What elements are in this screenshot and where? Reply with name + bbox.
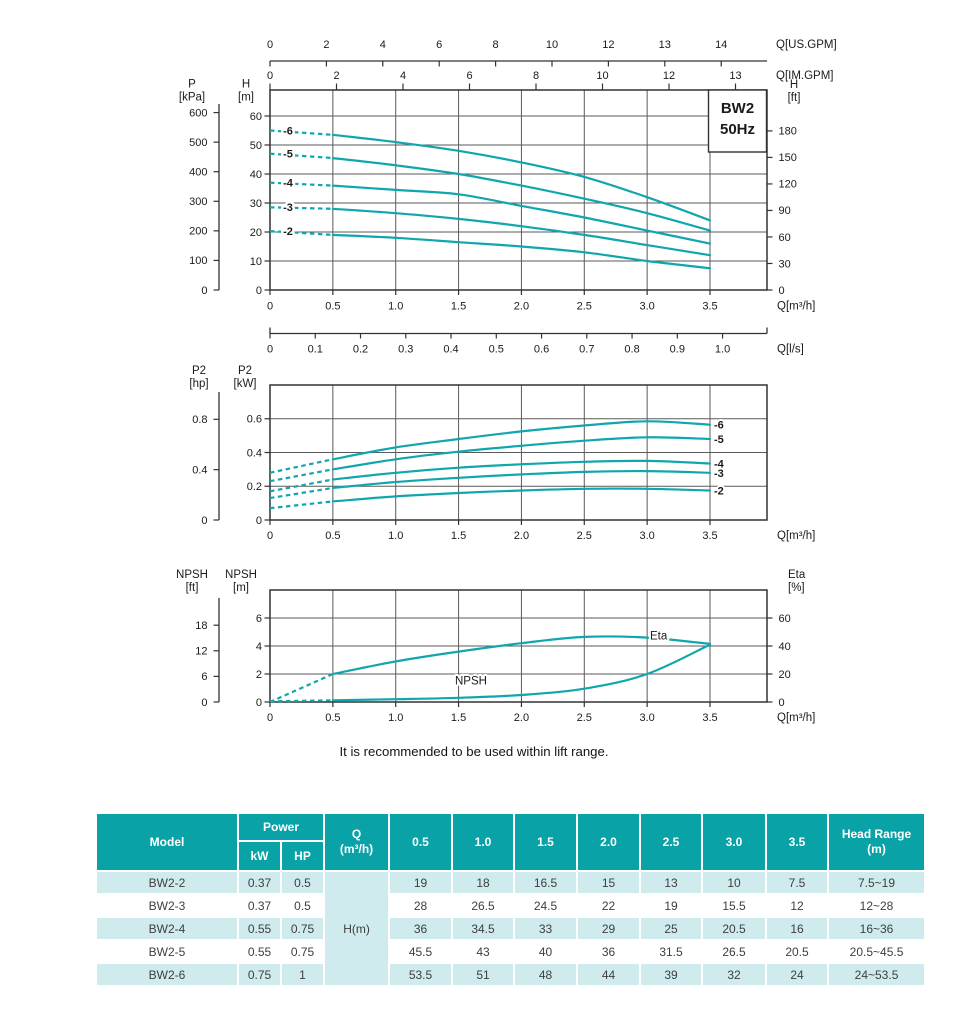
svg-text:0.1: 0.1 bbox=[307, 343, 323, 356]
cell-kw: 0.55 bbox=[238, 940, 281, 963]
performance-table-wrap bbox=[95, 812, 926, 987]
svg-text:6: 6 bbox=[201, 671, 208, 684]
svg-text:-6: -6 bbox=[283, 125, 293, 138]
svg-text:-2: -2 bbox=[714, 485, 724, 498]
svg-text:30: 30 bbox=[249, 197, 262, 210]
svg-text:2: 2 bbox=[333, 70, 340, 82]
svg-text:0: 0 bbox=[266, 712, 274, 724]
svg-text:4: 4 bbox=[255, 640, 262, 653]
chart-head-flow bbox=[179, 39, 837, 356]
cell-hp: 0.75 bbox=[281, 917, 324, 940]
cell-head-value: 31.5 bbox=[640, 940, 702, 963]
svg-text:3.0: 3.0 bbox=[639, 712, 655, 724]
cell-head-value: 51 bbox=[452, 963, 514, 986]
svg-text:H: H bbox=[241, 78, 251, 91]
figure-caption: It is recommended to be used within lift range. bbox=[339, 744, 609, 759]
svg-text:6: 6 bbox=[436, 39, 443, 51]
svg-text:0: 0 bbox=[255, 284, 262, 297]
svg-text:20: 20 bbox=[778, 668, 791, 681]
svg-text:2: 2 bbox=[255, 668, 262, 681]
cell-head-value: 16 bbox=[766, 917, 828, 940]
svg-text:150: 150 bbox=[778, 152, 797, 165]
cell-head-value: 36 bbox=[389, 917, 452, 940]
svg-text:20: 20 bbox=[249, 226, 262, 239]
cell-head-range: 20.5~45.5 bbox=[828, 940, 925, 963]
svg-text:[%]: [%] bbox=[788, 582, 805, 594]
svg-text:0: 0 bbox=[255, 696, 262, 709]
svg-text:Eta: Eta bbox=[788, 569, 806, 581]
cell-head-value: 13 bbox=[640, 871, 702, 894]
table-row bbox=[96, 963, 925, 986]
svg-text:0: 0 bbox=[778, 284, 785, 297]
cell-head-value: 7.5 bbox=[766, 871, 828, 894]
svg-text:1.0: 1.0 bbox=[388, 712, 404, 724]
svg-text:0: 0 bbox=[201, 696, 208, 709]
svg-text:NPSH: NPSH bbox=[225, 569, 257, 581]
svg-text:0: 0 bbox=[266, 343, 274, 356]
table-row bbox=[96, 894, 925, 917]
svg-text:6: 6 bbox=[466, 70, 473, 82]
cell-head-value: 16.5 bbox=[514, 871, 577, 894]
svg-text:0.9: 0.9 bbox=[669, 343, 685, 356]
header-flow-value: 2.0 bbox=[577, 813, 640, 871]
header-model: Model bbox=[96, 813, 238, 871]
svg-text:3.0: 3.0 bbox=[639, 530, 655, 542]
svg-text:0: 0 bbox=[266, 530, 274, 542]
svg-text:2.5: 2.5 bbox=[576, 712, 592, 724]
svg-text:0: 0 bbox=[266, 300, 274, 313]
header-kw: kW bbox=[238, 841, 281, 871]
svg-text:50Hz: 50Hz bbox=[719, 121, 756, 138]
svg-text:P: P bbox=[188, 78, 196, 91]
header-flow-value: 0.5 bbox=[389, 813, 452, 871]
cell-head-value: 19 bbox=[389, 871, 452, 894]
svg-text:8: 8 bbox=[492, 39, 499, 51]
cell-head-value: 43 bbox=[452, 940, 514, 963]
svg-text:-3: -3 bbox=[714, 467, 724, 480]
svg-text:-2: -2 bbox=[283, 225, 293, 238]
svg-text:NPSH: NPSH bbox=[176, 569, 208, 581]
svg-text:200: 200 bbox=[189, 225, 208, 238]
svg-text:2.5: 2.5 bbox=[576, 300, 592, 313]
svg-text:-4: -4 bbox=[283, 177, 293, 190]
svg-text:100: 100 bbox=[189, 255, 208, 268]
svg-text:12: 12 bbox=[662, 70, 676, 82]
svg-text:[hp]: [hp] bbox=[189, 378, 209, 390]
svg-text:Q[m³/h]: Q[m³/h] bbox=[777, 300, 816, 313]
header-head-range: Head Range (m) bbox=[828, 813, 925, 871]
header-flow-q: Q (m³/h) bbox=[324, 813, 389, 871]
cell-model: BW2-3 bbox=[96, 894, 238, 917]
svg-text:1.0: 1.0 bbox=[714, 343, 731, 356]
svg-text:2.0: 2.0 bbox=[513, 300, 530, 313]
cell-head-value: 45.5 bbox=[389, 940, 452, 963]
cell-head-range: 12~28 bbox=[828, 894, 925, 917]
svg-text:-5: -5 bbox=[283, 148, 293, 161]
svg-text:180: 180 bbox=[778, 125, 797, 138]
svg-text:0.5: 0.5 bbox=[488, 343, 504, 356]
cell-head-value: 26.5 bbox=[452, 894, 514, 917]
svg-text:-4: -4 bbox=[714, 458, 724, 471]
svg-text:300: 300 bbox=[189, 196, 208, 209]
svg-text:0.6: 0.6 bbox=[246, 413, 262, 426]
svg-text:Q[IM.GPM]: Q[IM.GPM] bbox=[776, 70, 834, 82]
cell-head-value: 20.5 bbox=[766, 940, 828, 963]
cell-head-value: 18 bbox=[452, 871, 514, 894]
header-flow-value: 3.0 bbox=[702, 813, 766, 871]
cell-head-value: 20.5 bbox=[702, 917, 766, 940]
cell-head-value: 22 bbox=[577, 894, 640, 917]
cell-head-value: 28 bbox=[389, 894, 452, 917]
svg-text:13: 13 bbox=[729, 70, 742, 82]
cell-head-range: 24~53.5 bbox=[828, 963, 925, 986]
cell-kw: 0.37 bbox=[238, 871, 281, 894]
svg-text:[ft]: [ft] bbox=[787, 92, 801, 104]
svg-text:[kPa]: [kPa] bbox=[178, 91, 206, 104]
svg-text:2: 2 bbox=[323, 39, 330, 51]
svg-text:30: 30 bbox=[778, 258, 791, 271]
cell-head-value: 44 bbox=[577, 963, 640, 986]
svg-text:Eta: Eta bbox=[650, 630, 668, 643]
svg-text:90: 90 bbox=[778, 205, 791, 218]
cell-model: BW2-4 bbox=[96, 917, 238, 940]
cell-head-value: 10 bbox=[702, 871, 766, 894]
svg-text:0.2: 0.2 bbox=[352, 343, 369, 356]
cell-head-value: 25 bbox=[640, 917, 702, 940]
cell-head-value: 53.5 bbox=[389, 963, 452, 986]
svg-text:10: 10 bbox=[545, 39, 559, 51]
table-row bbox=[96, 871, 925, 894]
cell-hp: 0.5 bbox=[281, 894, 324, 917]
svg-text:0: 0 bbox=[201, 514, 208, 527]
svg-text:0.8: 0.8 bbox=[192, 414, 208, 427]
svg-text:1.0: 1.0 bbox=[388, 300, 404, 313]
cell-model: BW2-6 bbox=[96, 963, 238, 986]
svg-text:Q[m³/h]: Q[m³/h] bbox=[777, 712, 816, 724]
cell-hp: 0.75 bbox=[281, 940, 324, 963]
svg-text:[kW]: [kW] bbox=[233, 378, 257, 390]
svg-text:0: 0 bbox=[201, 284, 208, 297]
svg-text:[m]: [m] bbox=[238, 91, 254, 104]
svg-text:0.6: 0.6 bbox=[533, 343, 550, 356]
chart-npsh-eta bbox=[176, 569, 815, 724]
cell-head-value: 32 bbox=[702, 963, 766, 986]
header-flow-value: 3.5 bbox=[766, 813, 828, 871]
svg-text:0.8: 0.8 bbox=[624, 343, 640, 356]
cell-head-value: 33 bbox=[514, 917, 577, 940]
svg-text:Q[l/s]: Q[l/s] bbox=[777, 343, 804, 356]
svg-text:12: 12 bbox=[602, 39, 615, 51]
cell-kw: 0.75 bbox=[238, 963, 281, 986]
svg-text:0.4: 0.4 bbox=[192, 464, 208, 477]
svg-text:400: 400 bbox=[189, 166, 208, 179]
cell-head-value: 40 bbox=[514, 940, 577, 963]
svg-text:4: 4 bbox=[379, 39, 386, 51]
svg-text:NPSH: NPSH bbox=[455, 675, 487, 688]
cell-h-m: H(m) bbox=[324, 871, 389, 986]
cell-head-value: 24 bbox=[766, 963, 828, 986]
svg-text:18: 18 bbox=[195, 619, 208, 632]
cell-hp: 1 bbox=[281, 963, 324, 986]
svg-text:3.5: 3.5 bbox=[702, 530, 718, 542]
svg-text:40: 40 bbox=[249, 168, 262, 181]
svg-text:120: 120 bbox=[778, 178, 797, 191]
svg-text:BW2: BW2 bbox=[720, 100, 755, 117]
model-performance-table bbox=[95, 812, 926, 987]
cell-kw: 0.37 bbox=[238, 894, 281, 917]
cell-model: BW2-2 bbox=[96, 871, 238, 894]
cell-head-value: 48 bbox=[514, 963, 577, 986]
svg-text:H: H bbox=[789, 79, 799, 91]
cell-head-value: 36 bbox=[577, 940, 640, 963]
svg-text:3.5: 3.5 bbox=[702, 712, 718, 724]
svg-text:P2: P2 bbox=[237, 365, 253, 377]
table-row bbox=[96, 917, 925, 940]
cell-head-value: 34.5 bbox=[452, 917, 514, 940]
svg-text:0: 0 bbox=[266, 39, 274, 51]
svg-text:8: 8 bbox=[532, 70, 540, 82]
svg-text:14: 14 bbox=[715, 39, 728, 51]
svg-text:2.0: 2.0 bbox=[513, 530, 530, 542]
svg-text:1.5: 1.5 bbox=[450, 300, 467, 313]
svg-text:0.4: 0.4 bbox=[246, 447, 262, 460]
svg-text:500: 500 bbox=[189, 136, 208, 149]
cell-head-value: 15.5 bbox=[702, 894, 766, 917]
svg-text:60: 60 bbox=[249, 110, 262, 123]
cell-hp: 0.5 bbox=[281, 871, 324, 894]
svg-text:12: 12 bbox=[195, 645, 208, 658]
cell-head-range: 16~36 bbox=[828, 917, 925, 940]
svg-text:Q[m³/h]: Q[m³/h] bbox=[777, 530, 816, 542]
header-flow-value: 1.5 bbox=[514, 813, 577, 871]
cell-head-value: 26.5 bbox=[702, 940, 766, 963]
svg-text:10: 10 bbox=[596, 70, 609, 82]
cell-head-value: 39 bbox=[640, 963, 702, 986]
cell-head-value: 24.5 bbox=[514, 894, 577, 917]
cell-head-value: 15 bbox=[577, 871, 640, 894]
svg-text:0: 0 bbox=[266, 70, 274, 82]
svg-text:-6: -6 bbox=[714, 419, 724, 432]
svg-text:6: 6 bbox=[255, 612, 262, 625]
cell-model: BW2-5 bbox=[96, 940, 238, 963]
svg-text:3.5: 3.5 bbox=[702, 300, 718, 313]
svg-text:4: 4 bbox=[399, 70, 407, 82]
svg-text:40: 40 bbox=[778, 640, 791, 653]
header-flow-value: 1.0 bbox=[452, 813, 514, 871]
svg-text:0.5: 0.5 bbox=[325, 712, 341, 724]
svg-text:50: 50 bbox=[249, 139, 262, 152]
svg-text:60: 60 bbox=[778, 231, 791, 244]
svg-text:P2: P2 bbox=[191, 365, 207, 377]
svg-text:0: 0 bbox=[255, 514, 262, 527]
svg-text:60: 60 bbox=[778, 612, 791, 625]
svg-text:0.5: 0.5 bbox=[325, 530, 341, 542]
header-power: Power bbox=[238, 813, 324, 841]
svg-text:0: 0 bbox=[778, 696, 785, 709]
svg-text:Q[US.GPM]: Q[US.GPM] bbox=[776, 39, 837, 51]
svg-text:[ft]: [ft] bbox=[185, 582, 199, 594]
cell-head-range: 7.5~19 bbox=[828, 871, 925, 894]
svg-text:0.4: 0.4 bbox=[443, 343, 459, 356]
svg-text:[m]: [m] bbox=[233, 582, 249, 594]
cell-kw: 0.55 bbox=[238, 917, 281, 940]
svg-text:-3: -3 bbox=[283, 202, 293, 215]
svg-text:2.5: 2.5 bbox=[576, 530, 592, 542]
cell-head-value: 19 bbox=[640, 894, 702, 917]
svg-text:1.5: 1.5 bbox=[450, 530, 467, 542]
svg-text:1.5: 1.5 bbox=[450, 712, 467, 724]
svg-text:0.3: 0.3 bbox=[398, 343, 414, 356]
cell-head-value: 29 bbox=[577, 917, 640, 940]
header-hp: HP bbox=[281, 841, 324, 871]
svg-text:0.5: 0.5 bbox=[325, 300, 341, 313]
header-flow-value: 2.5 bbox=[640, 813, 702, 871]
chart-power-flow bbox=[189, 365, 815, 542]
svg-text:-5: -5 bbox=[714, 434, 724, 446]
svg-text:10: 10 bbox=[249, 255, 262, 268]
svg-text:0.7: 0.7 bbox=[579, 343, 595, 356]
svg-text:600: 600 bbox=[189, 107, 208, 120]
svg-text:0.2: 0.2 bbox=[246, 481, 262, 494]
svg-text:13: 13 bbox=[658, 39, 671, 51]
svg-text:2.0: 2.0 bbox=[513, 712, 530, 724]
table-row bbox=[96, 940, 925, 963]
cell-head-value: 12 bbox=[766, 894, 828, 917]
svg-text:1.0: 1.0 bbox=[388, 530, 404, 542]
svg-text:3.0: 3.0 bbox=[639, 300, 655, 313]
